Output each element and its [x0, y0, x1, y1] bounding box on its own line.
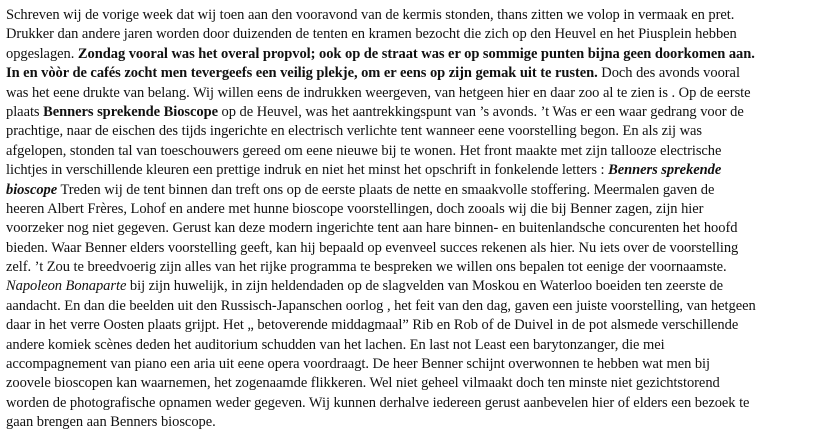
bold-text-run: Benners sprekende Bioscope — [43, 103, 218, 120]
text-line — [6, 6, 818, 25]
article-text — [6, 6, 818, 433]
text-line — [6, 219, 818, 238]
text-run: voorzeker nog niet gegeven. Gerust kan deze modern ingerichte tent aan hare binnen- en buitenlandsche concurenten het hoofd — [6, 220, 738, 237]
text-line — [6, 122, 818, 141]
text-line — [6, 355, 818, 374]
text-run: bij zijn huwelijk, in zijn heldendaden op de slagvelden van Moskou en Waterloo boeiden ten zeerste de — [126, 278, 723, 295]
text-run: zoovele bioscopen kan waarnemen, het zogenaamde flikkeren. Wel niet geheel vilmaakt doch ten minste niet gezichtstorend — [6, 375, 720, 392]
text-line — [6, 316, 818, 335]
text-run: prachtige, naar de eischen des tijds ingerichte en electrisch verlichte tent wanneer eene voorstelling begon. En als zij was — [6, 123, 702, 140]
text-run: plaats — [6, 103, 44, 120]
text-run: accompagnement van piano een aria uit eene opera voordraagt. De heer Benner schijnt overwonnen te hebben wat men bij — [6, 356, 711, 373]
text-run: aandacht. En dan die beelden uit den Russisch-Japanschen oorlog , het feit van den dag, gaven een juiste voorstelling, van hetgeen — [6, 297, 756, 314]
text-line — [6, 277, 818, 296]
bold-italic-text-run: Benners sprekende — [608, 162, 722, 179]
bold-italic-text-run: bioscope — [6, 181, 58, 198]
text-run: bieden. Waar Benner elders voorstelling geeft, kan hij bepaald op evenveel succes rekenen als hier. Nu iets over de voorstelling — [6, 239, 739, 256]
italic-text-run: Napoleon Bonaparte — [6, 278, 127, 295]
text-line — [6, 103, 818, 122]
text-line — [6, 394, 818, 413]
text-run: gaan brengen aan Benners bioscope. — [6, 414, 216, 431]
text-run: Drukker dan andere jaren worden door duizenden de tenten en kramen bezocht die zich op den Heuvel en het Piusplein hebben — [6, 26, 737, 43]
bold-text-run: In en vòòr de cafés zocht men tevergeefs een veilig plekje, om er eens op zijn gemak uit te rusten. — [6, 65, 598, 82]
text-run: heeren Albert Frères, Lohof en andere met hunne bioscope voorstellingen, doch zooals wij die bij Benner zagen, zijn hier — [6, 200, 704, 217]
text-line — [6, 142, 818, 161]
text-line — [6, 181, 818, 200]
bold-text-run: Zondag vooral was het overal propvol; ook op de straat was er op sommige punten bijna geen doorkomen aan. — [77, 45, 755, 62]
text-line — [6, 374, 818, 393]
text-line — [6, 413, 818, 432]
text-run: Doch des avonds vooral — [597, 65, 740, 82]
text-run: worden de photografische opnamen weder gegeven. Wij kunnen derhalve iedereen gerust aanbevelen hier of elders een bezoek te — [6, 394, 750, 411]
text-line — [6, 161, 818, 180]
text-line — [6, 336, 818, 355]
text-run: zelf. ’t Zou te breedvoerig zijn alles van het rijke programma te bespreken we willen ons bepalen tot eenige der voornaamste. — [6, 259, 727, 276]
text-line — [6, 239, 818, 258]
text-run: lichtjes in verschillende kleuren een prettige indruk en niet het minst het opschrift in fonkelende letters : — [6, 162, 609, 179]
text-line — [6, 25, 818, 44]
text-line — [6, 45, 818, 64]
text-run: afgelopen, stonden tal van toeschouwers gereed om eene nieuwe bij te wonen. Het front maakte met zijn tallooze electrische — [6, 142, 722, 159]
text-line — [6, 64, 818, 83]
text-run: Schreven wij de vorige week dat wij toen aan den vooravond van de kermis stonden, thans zitten we volop in vermaak en pret. — [6, 7, 735, 23]
text-run: andere komiek scènes deden het auditorium schudden van het lachen. En last not Least een barytonzanger, die mei — [6, 336, 665, 353]
text-run: opgeslagen. — [6, 45, 78, 62]
text-run: daar in het verre Oosten plaats grijpt. Het „ betoverende middagmaal” Rib en Rob of de Duivel in de pot alsmede verschillende — [6, 317, 739, 334]
text-run: Treden wij de tent binnen dan treft ons op de eerste plaats de nette en smaakvolle stoffering. Meermalen gaven de — [57, 181, 715, 198]
text-line — [6, 200, 818, 219]
text-line — [6, 258, 818, 277]
text-line — [6, 297, 818, 316]
text-run: was het eene drukte van belang. Wij willen eens de indrukken weergeven, van hetgeen hier en daar zoo al te zien is . Op de eerste — [6, 84, 751, 101]
text-run: op de Heuvel, was het aantrekkingspunt van ’s avonds. ’t Was er een waar gedrang voor de — [217, 103, 744, 120]
text-line — [6, 84, 818, 103]
